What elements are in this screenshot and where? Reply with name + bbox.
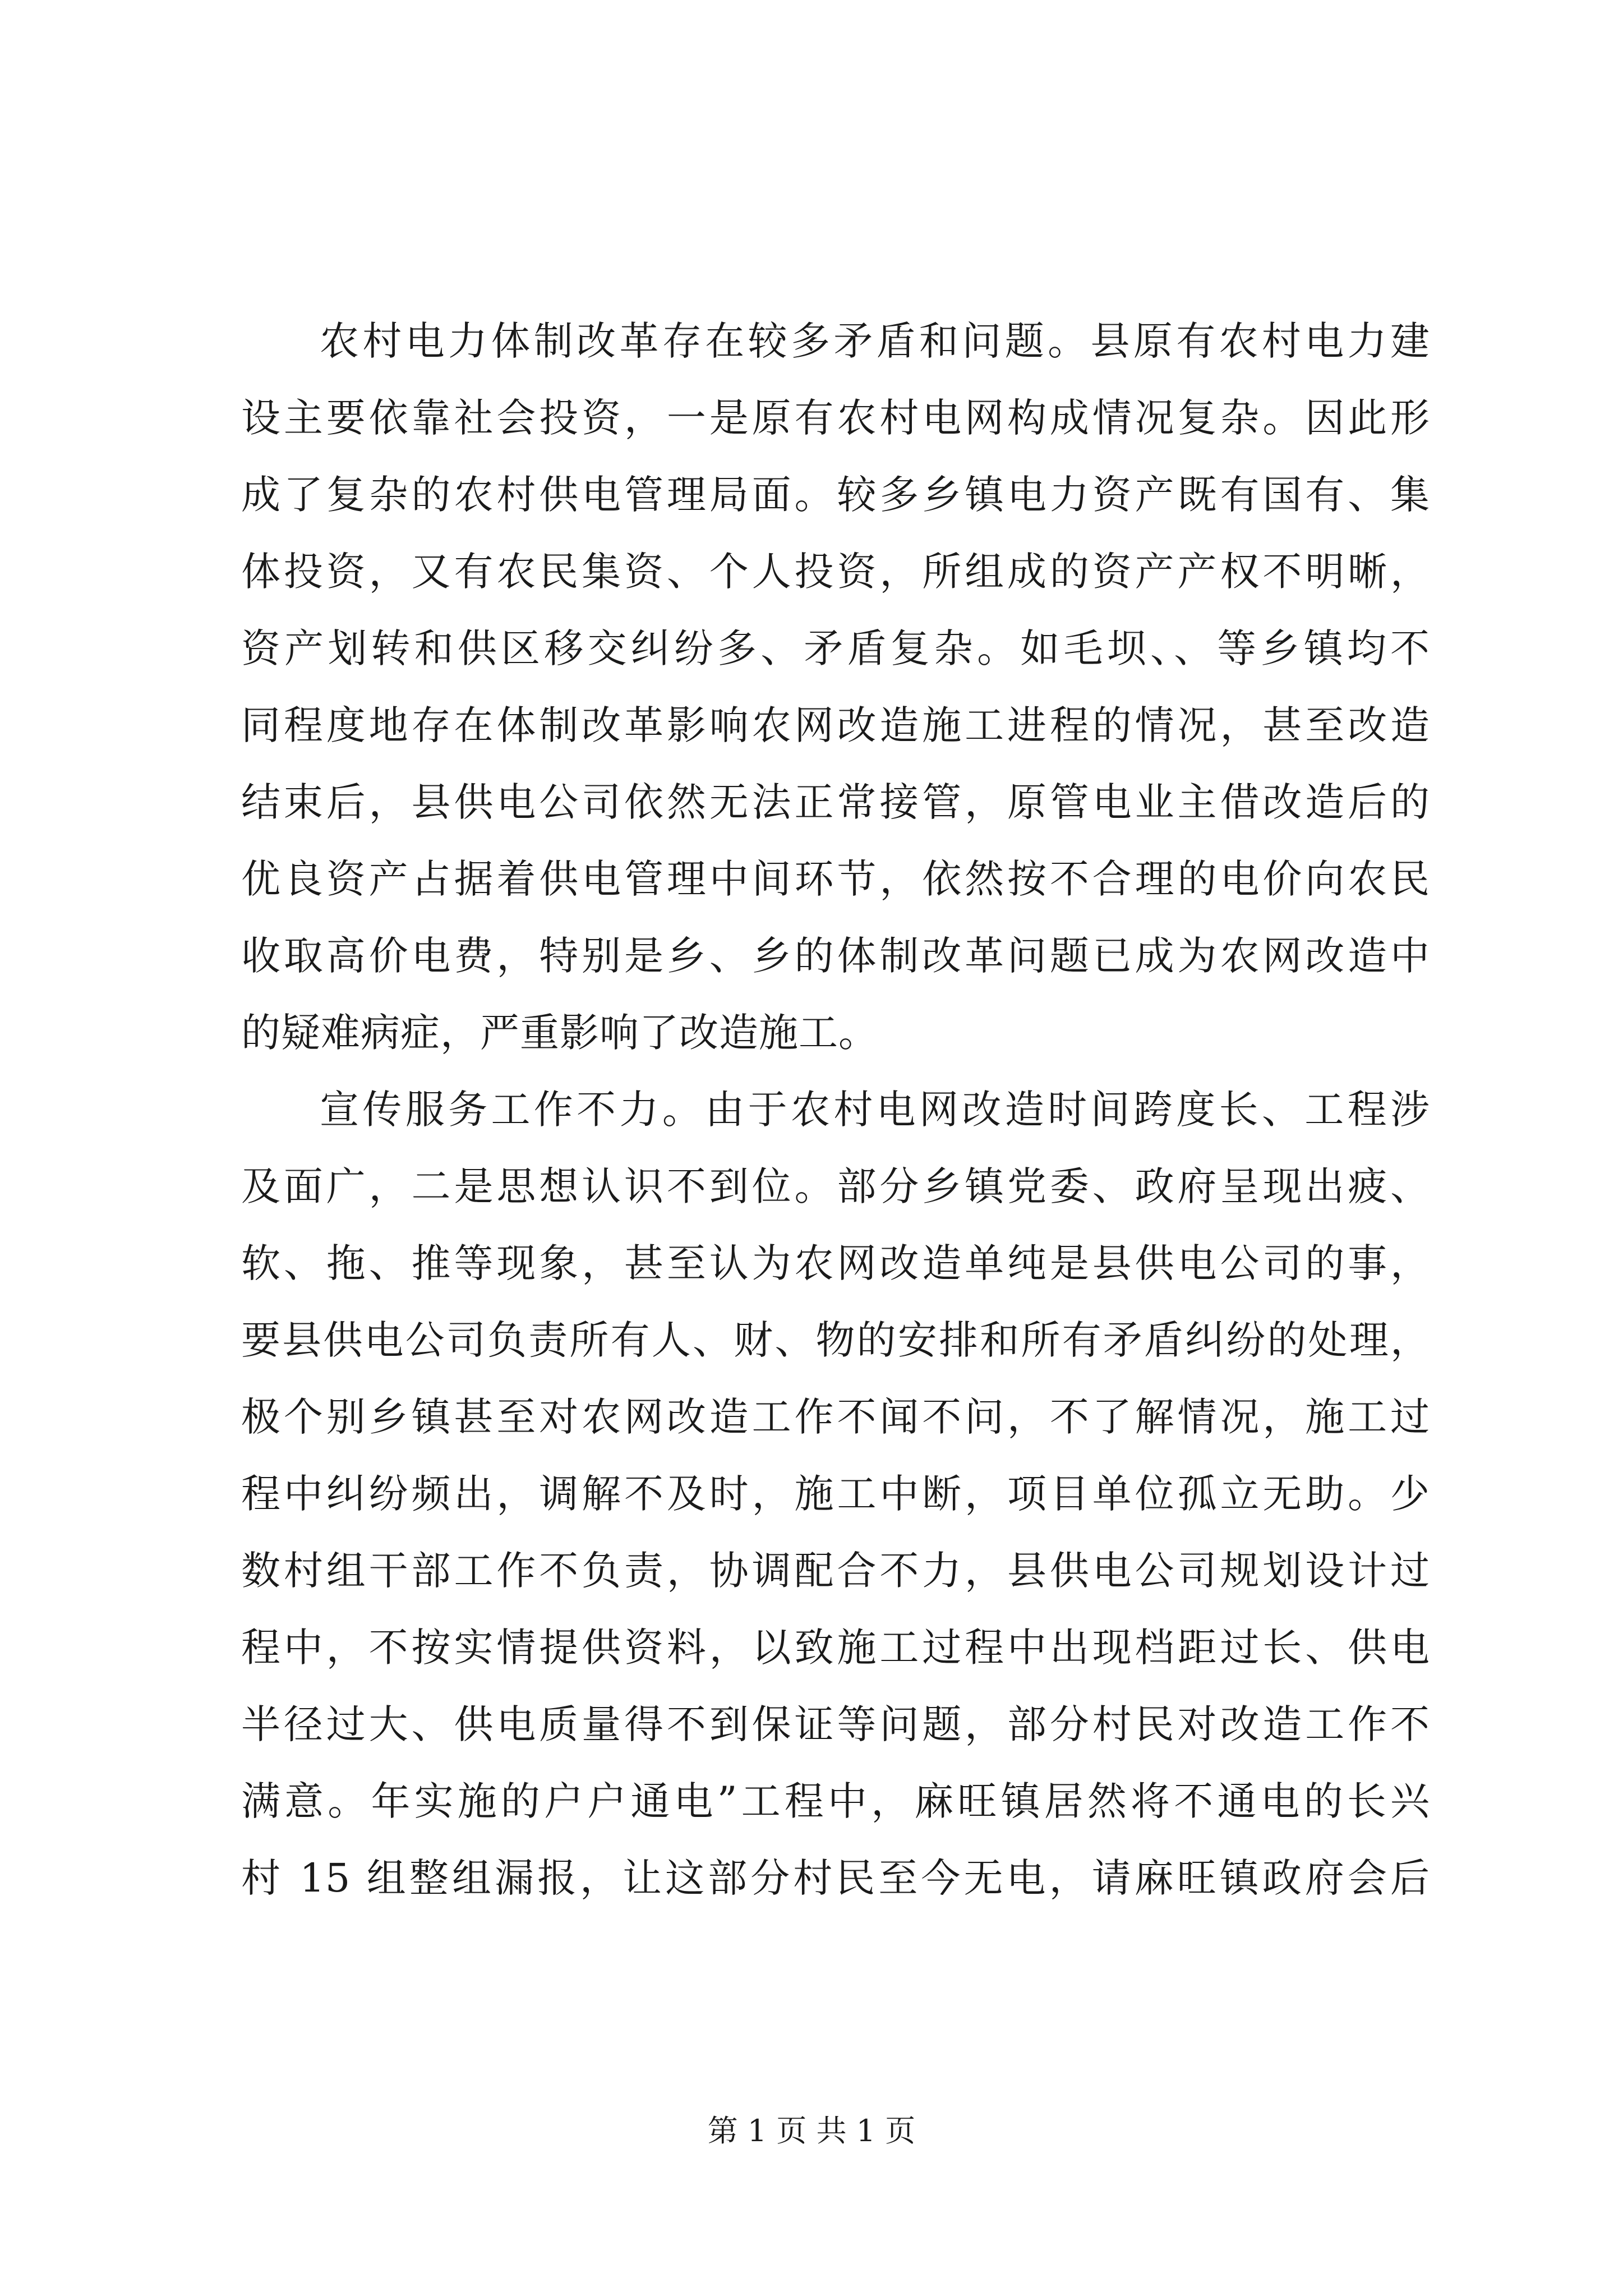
paragraph-2-line-9: 半径过大、供电质量得不到保证等问题，部分村民对改造工作不 (241, 1701, 1430, 1747)
paragraph-1-line-9: 收取高价电费，特别是乡、乡的体制改革问题已成为农网改造中 (241, 933, 1430, 979)
paragraph-1-line-2: 设主要依靠社会投资，一是原有农村电网构成情况复杂。因此形 (241, 395, 1430, 441)
paragraph-2-line-2: 及面广，二是思想认识不到位。部分乡镇党委、政府呈现出疲、 (241, 1163, 1430, 1209)
paragraph-2-line-5: 极个别乡镇甚至对农网改造工作不闻不问，不了解情况，施工过 (241, 1394, 1430, 1440)
paragraph-2-line-6: 程中纠纷频出，调解不及时，施工中断，项目单位孤立无助。少 (241, 1471, 1430, 1517)
paragraph-2-line-1: 宣传服务工作不力。由于农村电网改造时间跨度长、工程涉 (320, 1087, 1430, 1133)
paragraph-1-line-1: 农村电力体制改革存在较多矛盾和问题。县原有农村电力建 (320, 318, 1430, 364)
paragraph-2-line-11: 村 15 组整组漏报，让这部分村民至今无电，请麻旺镇政府会后 (241, 1855, 1430, 1901)
paragraph-2-line-3: 软、拖、推等现象，甚至认为农网改造单纯是县供电公司的事， (241, 1240, 1430, 1286)
paragraph-1-line-10: 的疑难病症，严重影响了改造施工。 (241, 1010, 878, 1056)
paragraph-1-line-8: 优良资产占据着供电管理中间环节，依然按不合理的电价向农民 (241, 856, 1430, 902)
page-footer: 第 1 页 共 1 页 (707, 2113, 916, 2148)
paragraph-2-line-10: 满意。年实施的户户通电”工程中，麻旺镇居然将不通电的长兴 (241, 1778, 1430, 1824)
document-body (241, 303, 1430, 1917)
paragraph-1-line-7: 结束后，县供电公司依然无法正常接管，原管电业主借改造后的 (241, 779, 1430, 825)
paragraph-1-line-4: 体投资，又有农民集资、个人投资，所组成的资产产权不明晰， (241, 549, 1430, 595)
paragraph-1-line-6: 同程度地存在体制改革影响农网改造施工进程的情况，甚至改造 (241, 702, 1430, 748)
paragraph-1-line-5: 资产划转和供区移交纠纷多、矛盾复杂。如毛坝、、等乡镇均不 (241, 625, 1430, 671)
paragraph-1-line-3: 成了复杂的农村供电管理局面。较多乡镇电力资产既有国有、集 (241, 472, 1430, 518)
paragraph-2-line-7: 数村组干部工作不负责，协调配合不力，县供电公司规划设计过 (241, 1548, 1430, 1594)
paragraph-2-line-4: 要县供电公司负责所有人、财、物的安排和所有矛盾纠纷的处理， (241, 1317, 1430, 1363)
paragraph-2-line-8: 程中，不按实情提供资料，以致施工过程中出现档距过长、供电 (241, 1625, 1430, 1671)
